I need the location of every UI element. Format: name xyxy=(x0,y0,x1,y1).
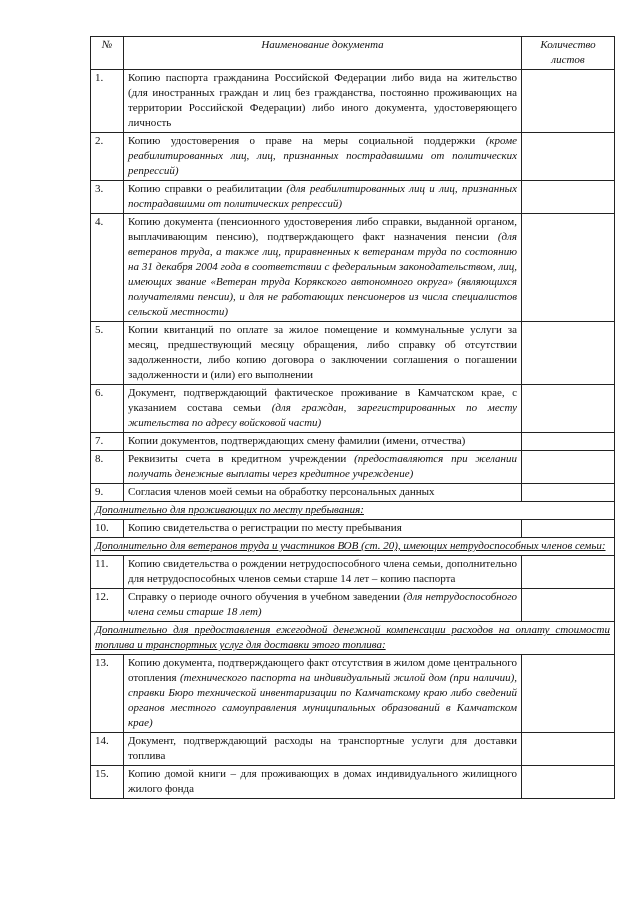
document-name-text: Копию паспорта гражданина Российской Федерации либо вида на жительство (для иностранных граждан и лиц без гражданства, постоянно проживающих на территории Российской Федерации) либо иного документа, удостоверяющего личность xyxy=(128,72,517,129)
document-name-cell xyxy=(124,733,522,766)
table-row xyxy=(91,733,615,766)
sheet-count-cell[interactable] xyxy=(522,589,615,622)
section-heading-row xyxy=(91,538,615,556)
document-name-cell xyxy=(124,214,522,322)
sheet-count-cell[interactable] xyxy=(522,70,615,133)
table-row xyxy=(91,70,615,133)
document-name-text: Копию свидетельства о регистрации по месту пребывания xyxy=(128,522,402,534)
document-name-cell xyxy=(124,133,522,181)
document-name-cell xyxy=(124,766,522,799)
table-row xyxy=(91,520,615,538)
document-name-text: Справку о периоде очного обучения в учебном заведении xyxy=(128,591,401,603)
section-heading: Дополнительно для ветеранов труда и участников ВОВ (ст. 20), имеющих нетрудоспособных членов семьи: xyxy=(91,538,615,556)
row-number: 8. xyxy=(91,451,124,484)
table-row xyxy=(91,385,615,433)
document-name-cell xyxy=(124,589,522,622)
sheet-count-cell[interactable] xyxy=(522,133,615,181)
table-row xyxy=(91,133,615,181)
table-header-row xyxy=(91,37,615,70)
sheet-count-cell[interactable] xyxy=(522,766,615,799)
document-name-cell xyxy=(124,322,522,385)
table-row xyxy=(91,589,615,622)
document-name-cell xyxy=(124,433,522,451)
table-row xyxy=(91,556,615,589)
section-heading-row xyxy=(91,622,615,655)
table-row xyxy=(91,766,615,799)
table-row xyxy=(91,451,615,484)
sheet-count-cell[interactable] xyxy=(522,484,615,502)
table-row xyxy=(91,484,615,502)
table-row xyxy=(91,322,615,385)
row-number: 10. xyxy=(91,520,124,538)
section-heading: Дополнительно для проживающих по месту пребывания: xyxy=(91,502,615,520)
header-number: № xyxy=(91,37,124,70)
section-heading-row xyxy=(91,502,615,520)
row-number: 6. xyxy=(91,385,124,433)
document-name-text: Копию удостоверения о праве на меры социальной поддержки xyxy=(128,135,476,147)
document-name-cell xyxy=(124,520,522,538)
row-number: 13. xyxy=(91,655,124,733)
document-name-text: Копию справки о реабилитации xyxy=(128,183,283,195)
document-name-cell xyxy=(124,181,522,214)
header-document-name: Наименование документа xyxy=(124,37,522,70)
sheet-count-cell[interactable] xyxy=(522,556,615,589)
document-name-note: (предоставляются при желании получать денежные выплаты через кредитное учреждение) xyxy=(128,453,518,480)
row-number: 14. xyxy=(91,733,124,766)
document-name-note: (для нетрудоспособного члена семьи старше 18 лет) xyxy=(128,591,518,618)
sheet-count-cell[interactable] xyxy=(522,655,615,733)
document-name-note: (для граждан, зарегистрированных по месту жительства по адресу войсковой части) xyxy=(128,402,517,429)
row-number: 4. xyxy=(91,214,124,322)
document-name-text: Копию свидетельства о рождении нетрудоспособного члена семьи, дополнительно для нетрудоспособных членов семьи старше 14 лет – копию паспорта xyxy=(128,558,518,585)
sheet-count-cell[interactable] xyxy=(522,385,615,433)
row-number: 7. xyxy=(91,433,124,451)
row-number: 11. xyxy=(91,556,124,589)
sheet-count-cell[interactable] xyxy=(522,181,615,214)
sheet-count-cell[interactable] xyxy=(522,214,615,322)
document-name-cell xyxy=(124,385,522,433)
document-name-text: Документ, подтверждающий фактическое проживание в Камчатском крае, с указанием состава семьи xyxy=(128,387,517,414)
table-row xyxy=(91,655,615,733)
document-name-cell xyxy=(124,451,522,484)
document-name-text: Согласия членов моей семьи на обработку персональных данных xyxy=(128,486,435,498)
table-body xyxy=(91,70,615,799)
document-name-cell xyxy=(124,556,522,589)
table-row xyxy=(91,181,615,214)
sheet-count-cell[interactable] xyxy=(522,322,615,385)
documents-table xyxy=(90,36,615,799)
sheet-count-cell[interactable] xyxy=(522,433,615,451)
document-name-text: Копию документа (пенсионного удостоверения либо справки, выданной органом, выплачивающим пенсию), подтверждающего факт назначения пенсии xyxy=(128,216,517,243)
document-name-note: (кроме реабилитированных лиц, лиц, признанных пострадавшими от политических репрессий) xyxy=(128,135,518,177)
document-name-note: (для реабилитированных лиц и лиц, признанных пострадавшими от политических репрессий) xyxy=(128,183,517,210)
row-number: 3. xyxy=(91,181,124,214)
document-name-note: (технического паспорта на индивидуальный жилой дом (при наличии), справки Бюро технической инвентаризации по Камчатскому краю либо сведений органов местного самоуправления муниципальных образований в Камчатском крае) xyxy=(128,672,517,729)
document-name-text: Документ, подтверждающий расходы на транспортные услуги для доставки топлива xyxy=(128,735,517,762)
sheet-count-cell[interactable] xyxy=(522,451,615,484)
document-name-text: Копию домой книги – для проживающих в домах индивидуального жилищного жилого фонда xyxy=(128,768,517,795)
header-sheet-count: Количество листов xyxy=(522,37,615,70)
document-name-cell xyxy=(124,484,522,502)
section-heading: Дополнительно для предоставления ежегодной денежной компенсации расходов на оплату стоимости топлива и транспортных услуг для доставки этого топлива: xyxy=(91,622,615,655)
document-name-cell xyxy=(124,70,522,133)
document-name-text: Реквизиты счета в кредитном учреждении xyxy=(128,453,347,465)
row-number: 15. xyxy=(91,766,124,799)
row-number: 1. xyxy=(91,70,124,133)
document-name-cell xyxy=(124,655,522,733)
document-name-text: Копии квитанций по оплате за жилое помещение и коммунальные услуги за месяц, предшествующий месяцу обращения, либо справку об отсутствии задолженности, либо копию договора о заключении соглашения о погашении задолженности и (или) его выполнении xyxy=(128,324,517,381)
table-row xyxy=(91,214,615,322)
sheet-count-cell[interactable] xyxy=(522,733,615,766)
document-name-note: (для ветеранов труда, а также лиц, приравненных к ветеранам труда по состоянию на 31 декабря 2004 года в соответствии с федеральным законодательством, лиц, имеющих звание «Ветеран труда Корякского автономного округа» (являющихся получателями пенсии), и для не работающих пенсионеров из числа специалистов сельской местности) xyxy=(128,231,518,318)
table-row xyxy=(91,433,615,451)
row-number: 2. xyxy=(91,133,124,181)
row-number: 12. xyxy=(91,589,124,622)
sheet-count-cell[interactable] xyxy=(522,520,615,538)
document-name-text: Копию документа, подтверждающего факт отсутствия в жилом доме центрального отопления xyxy=(128,657,517,684)
document-name-text: Копии документов, подтверждающих смену фамилии (имени, отчества) xyxy=(128,435,466,447)
row-number: 5. xyxy=(91,322,124,385)
row-number: 9. xyxy=(91,484,124,502)
